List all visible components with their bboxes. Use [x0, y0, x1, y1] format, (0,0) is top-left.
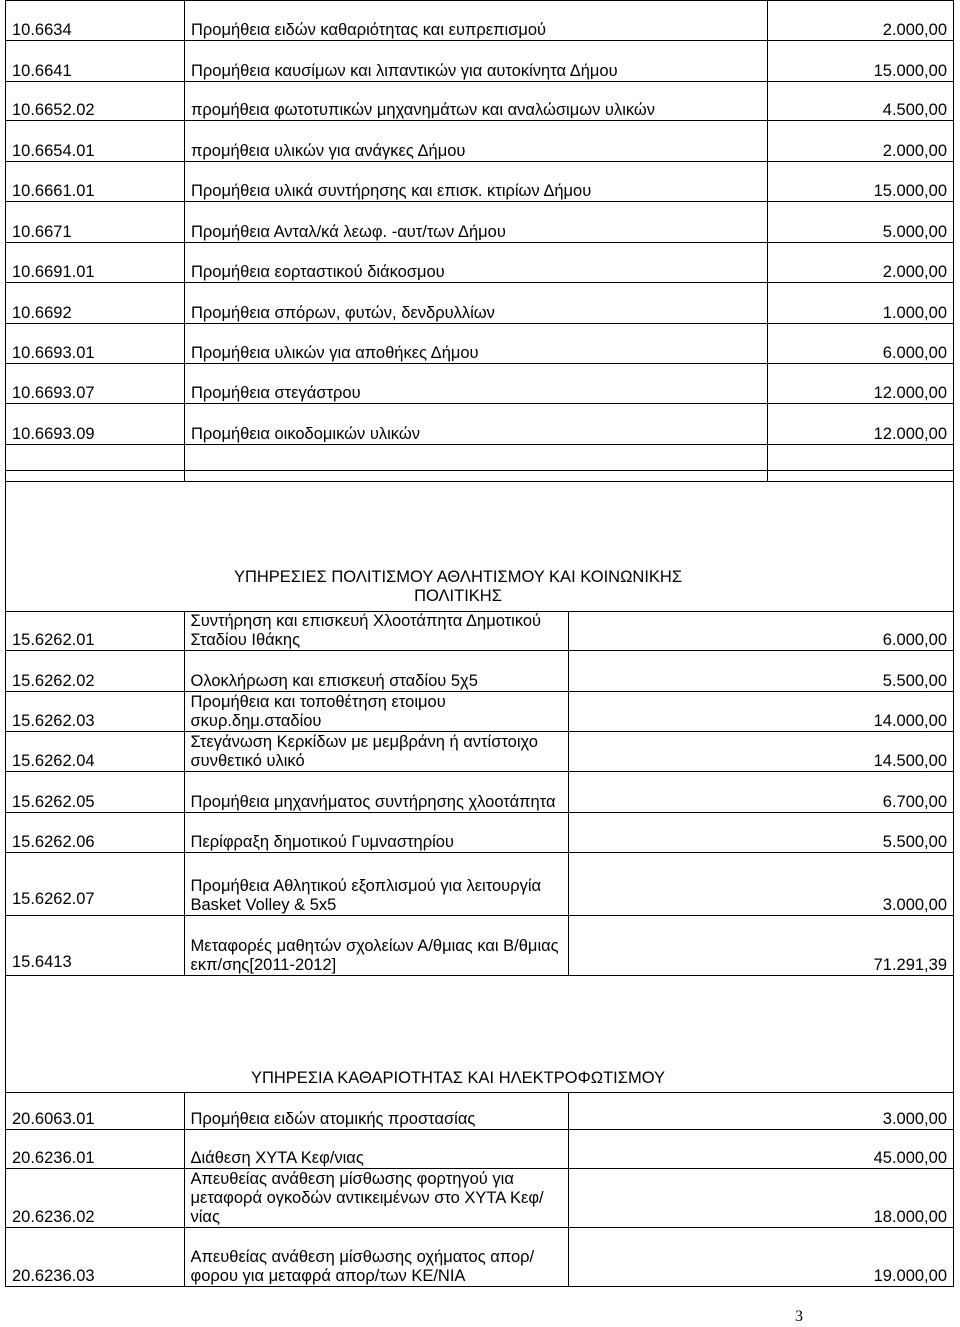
amount-cell: 45.000,00 — [569, 1130, 954, 1169]
description-cell: Προμήθεια οικοδομικών υλικών — [185, 404, 768, 445]
amount-cell: 1.000,00 — [768, 283, 954, 324]
amount-cell: 5.000,00 — [768, 202, 954, 243]
section-heading-cell — [184, 976, 954, 1093]
amount-cell: 2.000,00 — [768, 243, 954, 283]
table-row — [6, 1093, 954, 1130]
table-row — [6, 243, 954, 283]
table-row — [6, 1, 954, 41]
table-row — [6, 692, 954, 732]
amount-cell: 12.000,00 — [768, 404, 954, 445]
table-row — [6, 364, 954, 404]
table-row — [6, 853, 954, 916]
code-cell: 15.6262.02 — [6, 651, 185, 692]
table-row — [6, 162, 954, 202]
amount-cell: 2.000,00 — [768, 121, 954, 162]
description-cell: Προμήθεια στεγάστρου — [185, 364, 768, 404]
amount-cell: 4.500,00 — [768, 82, 954, 121]
code-cell: 10.6652.02 — [6, 82, 185, 121]
description-cell: Περίφραξη δημοτικού Γυμναστηρίου — [184, 813, 569, 853]
amount-cell: 14.000,00 — [569, 692, 954, 732]
code-cell: 15.6262.04 — [6, 732, 185, 772]
code-cell: 10.6693.09 — [6, 404, 185, 445]
description-cell: Απευθείας ανάθεση μίσθωσης οχήματος απορ/φορου για μεταφρά απορ/των ΚΕ/ΝΙΑ — [184, 1228, 569, 1287]
table-row — [6, 404, 954, 445]
code-cell: 10.6661.01 — [6, 162, 185, 202]
table-row — [6, 1130, 954, 1169]
table-row — [6, 813, 954, 853]
amount-cell: 15.000,00 — [768, 41, 954, 82]
amount-cell: 71.291,39 — [569, 916, 954, 976]
description-cell: Προμήθεια σπόρων, φυτών, δενδρυλλίων — [185, 283, 768, 324]
description-cell: Προμήθεια εορταστικού διάκοσμου — [185, 243, 768, 283]
budget-table-1 — [5, 0, 954, 482]
description-cell: Προμήθεια καυσίμων και λιπαντικών για αυτοκίνητα Δήμου — [185, 41, 768, 82]
description-cell: Μεταφορές μαθητών σχολείων Α/θμιας και Β/θμιας εκπ/σης[2011-2012] — [184, 916, 569, 976]
table-row — [6, 732, 954, 772]
table-row — [6, 916, 954, 976]
table-row — [6, 772, 954, 813]
table-row — [6, 82, 954, 121]
description-cell: Προμήθεια ειδών καθαριότητας και ευπρεπισμού — [185, 1, 768, 41]
code-cell: 10.6634 — [6, 1, 185, 41]
amount-cell: 12.000,00 — [768, 364, 954, 404]
code-cell: 20.6063.01 — [6, 1093, 185, 1130]
amount-cell: 3.000,00 — [569, 853, 954, 916]
section-row — [6, 976, 954, 1093]
budget-table-2 — [5, 470, 954, 976]
table-row — [6, 324, 954, 364]
code-cell: 15.6262.05 — [6, 772, 185, 813]
description-cell: Προμήθεια μηχανήματος συντήρησης χλοοτάπητα — [184, 772, 569, 813]
table-row — [6, 1169, 954, 1228]
amount-cell: 6.700,00 — [569, 772, 954, 813]
description-cell: Προμήθεια Ανταλ/κά λεωφ. -αυτ/των Δήμου — [185, 202, 768, 243]
amount-cell: 6.000,00 — [768, 324, 954, 364]
code-cell: 10.6693.01 — [6, 324, 185, 364]
code-cell: 20.6236.01 — [6, 1130, 185, 1169]
section-title: ΥΠΗΡΕΣΙΕΣ ΠΟΛΙΤΙΣΜΟΥ ΑΘΛΗΤΙΣΜΟΥ ΚΑΙ ΚΟΙΝΩΝΙΚΗΣ ΠΟΛΙΤΙΚΗΣ — [233, 568, 683, 605]
description-cell: Προμήθεια υλικών για αποθήκες Δήμου — [185, 324, 768, 364]
table-row — [6, 283, 954, 324]
section-heading-cell — [184, 471, 954, 612]
table-row — [6, 612, 954, 651]
table-row — [6, 202, 954, 243]
amount-cell: 18.000,00 — [569, 1169, 954, 1228]
table-row — [6, 1228, 954, 1287]
amount-cell: 5.500,00 — [569, 813, 954, 853]
amount-cell: 14.500,00 — [569, 732, 954, 772]
code-cell: 20.6236.02 — [6, 1169, 185, 1228]
description-cell: Ολοκλήρωση και επισκευή σταδίου 5χ5 — [184, 651, 569, 692]
code-cell: 20.6236.03 — [6, 1228, 185, 1287]
code-cell: 15.6413 — [6, 916, 185, 976]
description-cell: Προμήθεια Αθλητικού εξοπλισμού για λειτουργία Basket Volley & 5x5 — [184, 853, 569, 916]
amount-cell: 15.000,00 — [768, 162, 954, 202]
description-cell: Απευθείας ανάθεση μίσθωσης φορτηγού για μεταφορά ογκοδών αντικειμένων στο ΧΥΤΑ Κεφ/νίας — [184, 1169, 569, 1228]
code-cell: 10.6654.01 — [6, 121, 185, 162]
code-cell: 10.6671 — [6, 202, 185, 243]
code-cell: 10.6691.01 — [6, 243, 185, 283]
description-cell: Προμήθεια υλικά συντήρησης και επισκ. κτιρίων Δήμου — [185, 162, 768, 202]
amount-cell: 5.500,00 — [569, 651, 954, 692]
code-cell: 15.6262.06 — [6, 813, 185, 853]
empty-cell — [6, 471, 185, 612]
code-cell: 15.6262.01 — [6, 612, 185, 651]
description-cell: Προμήθεια ειδών ατομικής προστασίας — [184, 1093, 569, 1130]
table-row — [6, 651, 954, 692]
budget-table-3 — [5, 975, 954, 1287]
table-row — [6, 41, 954, 82]
amount-cell: 2.000,00 — [768, 1, 954, 41]
description-cell: Συντήρηση και επισκευή Χλοοτάπητα Δημοτικού Σταδίου Ιθάκης — [184, 612, 569, 651]
description-cell: προμήθεια φωτοτυπικών μηχανημάτων και αναλώσιμων υλικών — [185, 82, 768, 121]
description-cell: Προμήθεια και τοποθέτηση ετοιμου σκυρ.δημ.σταδίου — [184, 692, 569, 732]
page-number: 3 — [795, 1308, 803, 1325]
table-row — [6, 121, 954, 162]
amount-cell: 19.000,00 — [569, 1228, 954, 1287]
code-cell: 15.6262.03 — [6, 692, 185, 732]
code-cell: 10.6693.07 — [6, 364, 185, 404]
amount-cell: 3.000,00 — [569, 1093, 954, 1130]
description-cell: Διάθεση ΧΥΤΑ Κεφ/νιας — [184, 1130, 569, 1169]
section-row — [6, 471, 954, 612]
empty-cell — [6, 976, 185, 1093]
description-cell: Στεγάνωση Κερκίδων με μεμβράνη ή αντίστοιχο συνθετικό υλικό — [184, 732, 569, 772]
code-cell: 10.6641 — [6, 41, 185, 82]
section-title: ΥΠΗΡΕΣΙΑ ΚΑΘΑΡΙΟΤΗΤΑΣ ΚΑΙ ΗΛΕΚΤΡΟΦΩΤΙΣΜΟΥ — [250, 1069, 666, 1087]
description-cell: προμήθεια υλικών για ανάγκες Δήμου — [185, 121, 768, 162]
amount-cell: 6.000,00 — [569, 612, 954, 651]
code-cell: 15.6262.07 — [6, 853, 185, 916]
code-cell: 10.6692 — [6, 283, 185, 324]
